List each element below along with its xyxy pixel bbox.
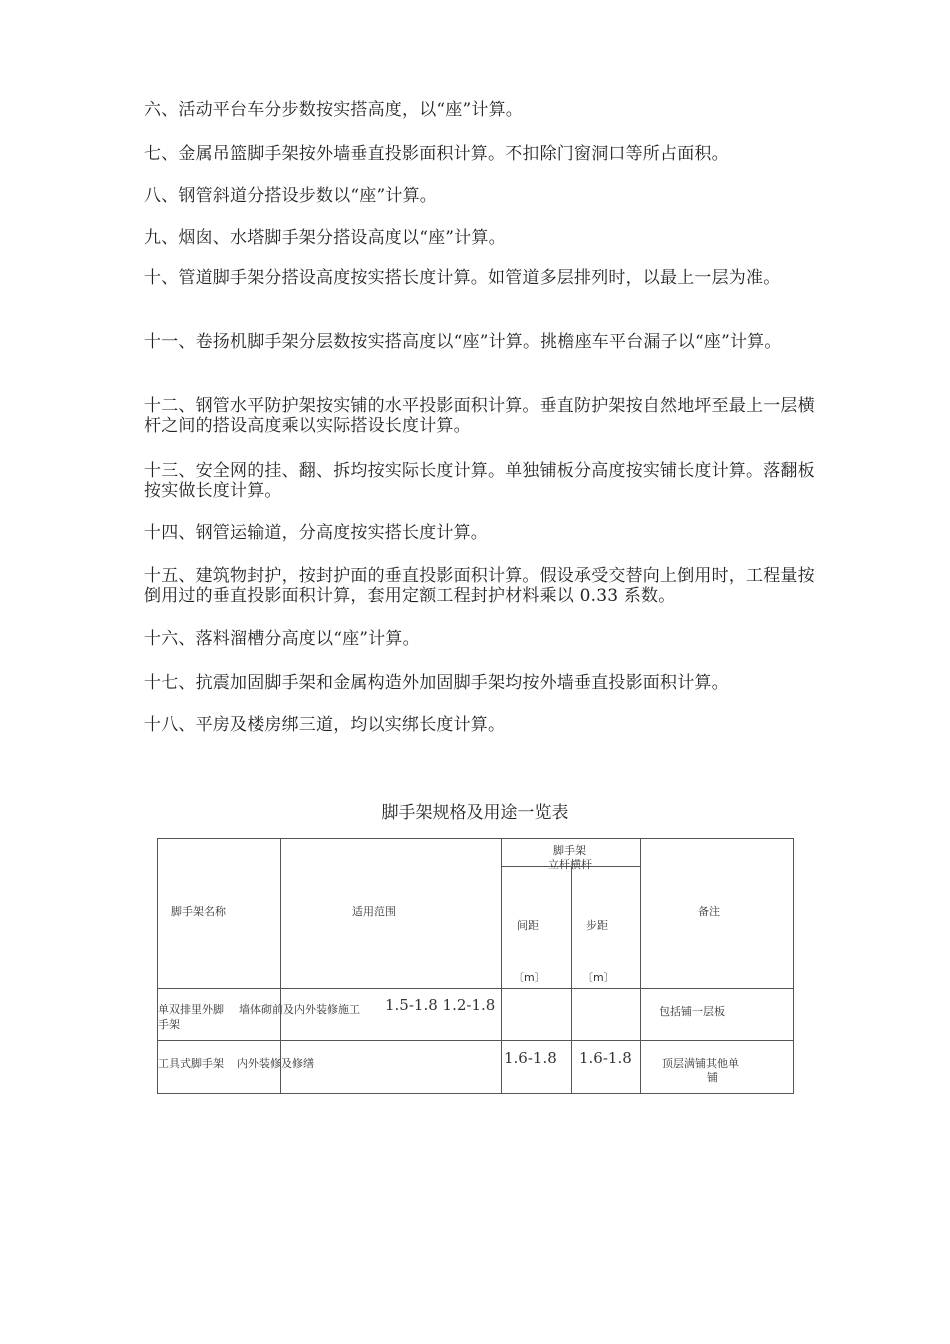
row2-remark-line1: 顶层满铺其他单: [662, 1057, 739, 1070]
row2-spacing: 1.6-1.8: [504, 1049, 557, 1067]
row2-scope: 内外装修及修缮: [237, 1057, 314, 1070]
row2-remark-line2: 铺: [707, 1071, 718, 1084]
header-group-line2: 立杆横杆: [548, 858, 592, 871]
header-remark: 备注: [698, 905, 720, 918]
paragraph-11: 十一、卷扬机脚手架分层数按实搭高度以“座”计算。挑檐座车平台漏子以“座”计算。: [144, 332, 782, 352]
paragraph-8: 八、钢管斜道分搭设步数以“座”计算。: [144, 186, 437, 206]
paragraph-17: 十七、抗震加固脚手架和金属构造外加固脚手架均按外墙垂直投影面积计算。: [144, 673, 729, 693]
row1-name-line2: 手架: [158, 1018, 180, 1031]
header-scope: 适用范围: [352, 905, 396, 918]
header-name: 脚手架名称: [171, 905, 226, 918]
row2-step: 1.6-1.8: [579, 1049, 632, 1067]
header-unit-spacing: 〔m〕: [513, 971, 546, 984]
paragraph-6: 六、活动平台车分步数按实搭高度，以“座”计算。: [144, 100, 523, 120]
header-spacing: 间距: [517, 919, 539, 932]
paragraph-14: 十四、钢管运输道，分高度按实搭长度计算。: [144, 523, 488, 543]
paragraph-13: 十三、安全网的挂、翻、拆均按实际长度计算。单独铺板分高度按实铺长度计算。落翻板按实做长度计算。: [144, 461, 815, 501]
header-step: 步距: [586, 919, 608, 932]
paragraph-12: 十二、钢管水平防护架按实铺的水平投影面积计算。垂直防护架按自然地坪至最上一层横杆之间的搭设高度乘以实际搭设长度计算。: [144, 396, 815, 436]
header-unit-step: 〔m〕: [582, 971, 615, 984]
row2-name: 工具式脚手架: [158, 1057, 224, 1070]
paragraph-10: 十、管道脚手架分搭设高度按实搭长度计算。如管道多层排列时，以最上一层为准。: [144, 268, 781, 288]
header-group-line1: 脚手架: [553, 844, 586, 857]
row1-scope: 墙体砌前及内外装修施工: [239, 1003, 360, 1016]
scaffold-spec-table: [157, 838, 794, 1094]
paragraph-16: 十六、落料溜槽分高度以“座”计算。: [144, 629, 420, 649]
paragraph-15: 十五、建筑物封护，按封护面的垂直投影面积计算。假设承受交替向上倒用时，工程量按倒用过的垂直投影面积计算，套用定额工程封护材料乘以 0.33 系数。: [144, 566, 815, 606]
row1-remark: 包括铺一层板: [659, 1005, 725, 1018]
paragraph-7: 七、金属吊篮脚手架按外墙垂直投影面积计算。不扣除门窗洞口等所占面积。: [144, 144, 729, 164]
row1-name-line1: 单双排里外脚: [158, 1003, 224, 1016]
paragraph-18: 十八、平房及楼房绑三道，均以实绑长度计算。: [144, 715, 506, 735]
table-title: 脚手架规格及用途一览表: [381, 803, 569, 823]
paragraph-9: 九、烟囱、水塔脚手架分搭设高度以“座”计算。: [144, 228, 506, 248]
row1-values: 1.5-1.8 1.2-1.8: [385, 996, 496, 1014]
